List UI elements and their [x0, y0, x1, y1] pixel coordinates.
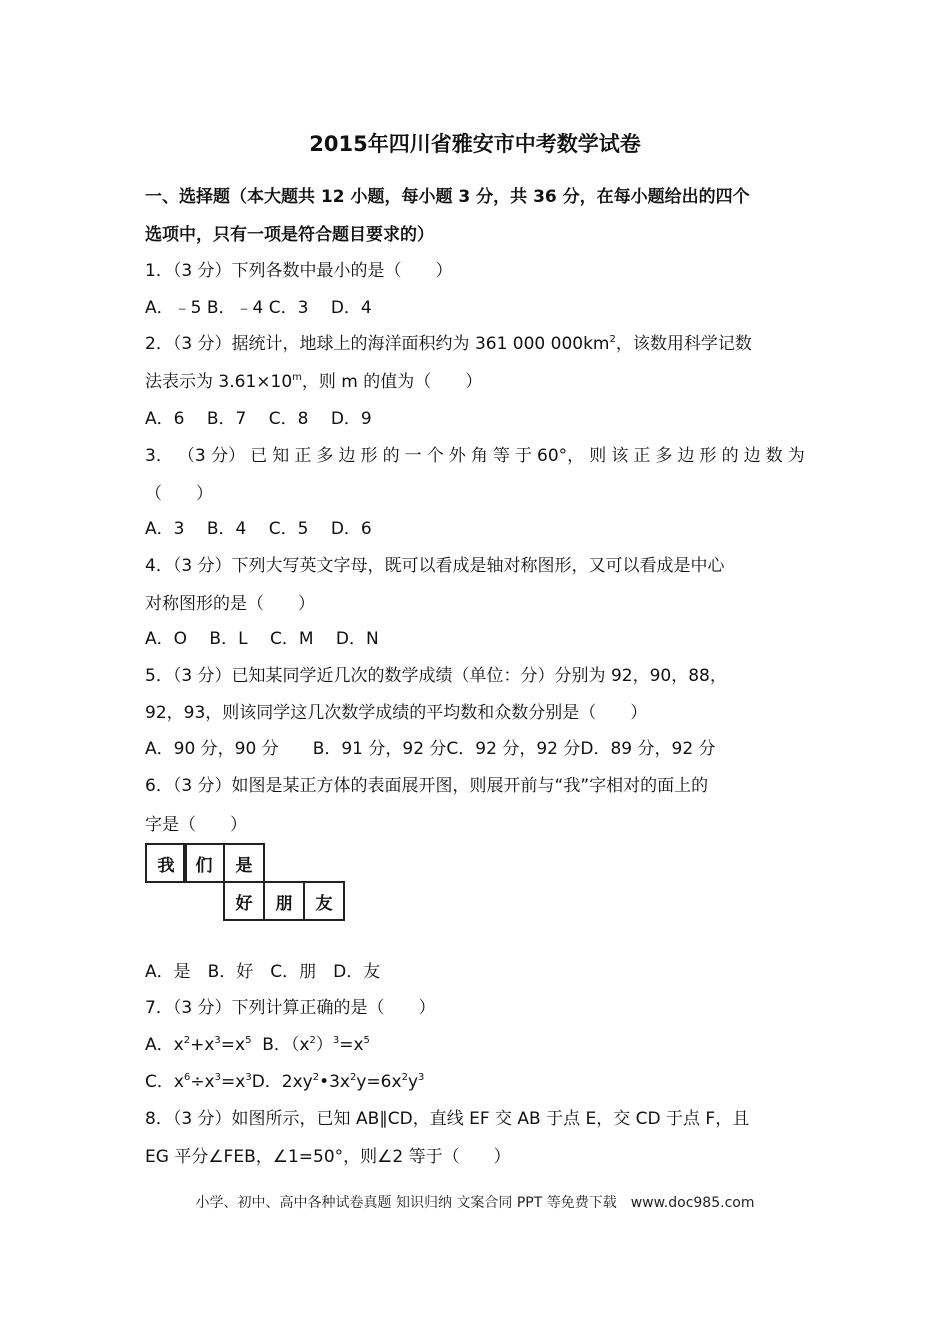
- q7a-sup: 3: [214, 1035, 221, 1046]
- q5-stem-line1: 5．（3 分）已知某同学近几次的数学成绩（单位：分）分别为 92，90，88，: [145, 666, 727, 686]
- q7a-text: A．x: [145, 1035, 184, 1055]
- section-heading-line1: 一、选择题（本大题共 12 小题，每小题 3 分，共 36 分，在每小题给出的四个: [145, 187, 750, 207]
- q3-word: 的: [721, 446, 739, 466]
- q2-sup-c: m: [292, 372, 302, 383]
- q2-sup-a: 2: [609, 334, 616, 345]
- exam-title: 2015年四川省雅安市中考数学试卷: [309, 132, 641, 156]
- q3-word: （3 分）: [177, 446, 246, 466]
- q7a-sup: 2: [183, 1035, 191, 1046]
- q7c-sup: 3: [214, 1072, 221, 1083]
- q7a-text: +x: [190, 1035, 215, 1055]
- q6-stem-line1: 6．（3 分）如图是某正方体的表面展开图，则展开前与“我”字相对的面上的: [145, 776, 709, 796]
- q3-word: 已: [250, 446, 268, 466]
- q3-word: 该: [611, 446, 629, 466]
- q1-options: A．﹣5 B．﹣4 C．3 D．4: [145, 298, 372, 318]
- q3-word: 形: [360, 446, 378, 466]
- q7c-text: ÷x: [190, 1072, 215, 1092]
- q3-word: 3．: [145, 446, 173, 466]
- q7a-sup: 3: [332, 1035, 340, 1046]
- q7a-text: ）: [315, 1035, 333, 1055]
- q7a-sup: 2: [309, 1035, 316, 1046]
- q3-word: 边: [677, 446, 695, 466]
- q3-word: 多: [316, 446, 334, 466]
- q7a-text: B．（x: [251, 1035, 310, 1055]
- q3-word: 正: [633, 446, 651, 466]
- q3-options: A．3 B．4 C．5 D．6: [145, 519, 372, 539]
- q4-stem-line1: 4．（3 分）下列大写英文字母，既可以看成是轴对称图形，又可以看成是中心: [145, 556, 725, 576]
- q7a-text: =x: [220, 1035, 246, 1055]
- q7c-text: C．x: [145, 1072, 184, 1092]
- q7c-text: y=6x: [356, 1072, 402, 1092]
- q3-word: 数: [765, 446, 783, 466]
- q7c-text: =x: [221, 1072, 246, 1092]
- q7c-sup: 6: [183, 1072, 191, 1083]
- q4-stem-line2: 对称图形的是（ ）: [145, 594, 315, 614]
- q3-stem-line2: （ ）: [145, 484, 213, 504]
- q7a-text: =x: [339, 1035, 364, 1055]
- q7c-sup: 3: [418, 1072, 425, 1083]
- q7c-sup: 2: [401, 1072, 408, 1083]
- cube-net-figure: [145, 843, 345, 923]
- q2-options: A．6 B．7 C．8 D．9: [145, 409, 372, 429]
- net-cell-men: 们: [183, 843, 225, 883]
- q7-stem: 7．（3 分）下列计算正确的是（ ）: [145, 998, 436, 1018]
- q1-stem: 1．（3 分）下列各数中最小的是（ ）: [145, 261, 453, 281]
- q7a-sup: 5: [245, 1035, 252, 1046]
- net-cell-hao: 好: [223, 881, 265, 921]
- q7c-text: D．2xy: [251, 1072, 313, 1092]
- q3-word: 的: [382, 446, 400, 466]
- q7-options-cd: [145, 1067, 424, 1092]
- q2-text-b: ，该数用科学记数: [615, 334, 752, 354]
- q7c-sup: 3: [245, 1072, 252, 1083]
- net-cell-wo: 我: [145, 843, 187, 883]
- net-cell-you: 友: [303, 881, 345, 921]
- q4-options: A．O B．L C．M D．N: [145, 629, 379, 649]
- page-footer: 小学、初中、高中各种试卷真题 知识归纳 文案合同 PPT 等免费下载 www.doc985.com: [195, 1195, 755, 1211]
- q7c-sup: 2: [312, 1072, 320, 1083]
- q3-word: 为: [787, 446, 805, 466]
- net-cell-peng: 朋: [263, 881, 305, 921]
- q7c-sup: 2: [350, 1072, 357, 1083]
- q3-word: 个: [426, 446, 444, 466]
- q6-stem-line2: 字是（ ）: [145, 815, 247, 835]
- q3-word: 等: [492, 446, 510, 466]
- q2-text-a: 2．（3 分）据统计，地球上的海洋面积约为 361 000 000km: [145, 334, 610, 354]
- q3-word: 一: [404, 446, 422, 466]
- q5-stem-line2: 92，93，则该同学这几次数学成绩的平均数和众数分别是（ ）: [145, 703, 648, 723]
- q3-word: 边: [743, 446, 761, 466]
- q2-text-c: 法表示为 3.61×10: [145, 372, 293, 392]
- q8-stem-line1: 8．（3 分）如图所示，已知 AB∥CD，直线 EF 交 AB 于点 E，交 CD 于点 F，且: [145, 1109, 750, 1129]
- q8-stem-line2: EG 平分∠FEB，∠1=50°，则∠2 等于（ ）: [145, 1147, 511, 1167]
- q6-options: A．是 B．好 C．朋 D．友: [145, 962, 381, 982]
- q7c-text: y: [407, 1072, 418, 1092]
- q3-word: 多: [655, 446, 673, 466]
- q5-options: A．90 分，90 分 B．91 分，92 分C．92 分，92 分D．89 分，92 分: [145, 739, 716, 759]
- section-heading-line2: 选项中，只有一项是符合题目要求的）: [145, 225, 434, 245]
- q3-word: 正: [294, 446, 312, 466]
- q3-word: 形: [699, 446, 717, 466]
- q2-stem-line2: [145, 367, 482, 392]
- q2-stem-line1: [145, 329, 752, 354]
- q3-word: 角: [470, 446, 488, 466]
- q7c-text: •3x: [319, 1072, 350, 1092]
- q3-stem-line1: [145, 441, 805, 466]
- q3-word: 于: [514, 446, 532, 466]
- q2-text-d: ，则 m 的值为（ ）: [301, 372, 483, 392]
- q3-word: 知: [272, 446, 290, 466]
- q7-options-ab: [145, 1030, 370, 1055]
- net-cell-shi: 是: [223, 843, 265, 883]
- q3-word: 60°，: [537, 446, 585, 466]
- q3-word: 外: [448, 446, 466, 466]
- q7a-sup: 5: [363, 1035, 370, 1046]
- q3-word: 边: [338, 446, 356, 466]
- q3-word: 则: [589, 446, 607, 466]
